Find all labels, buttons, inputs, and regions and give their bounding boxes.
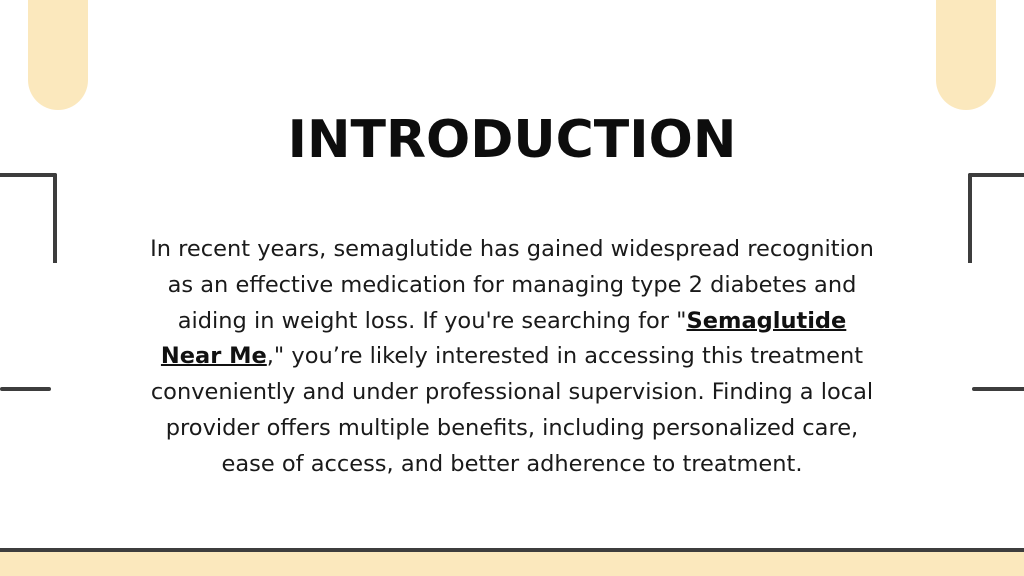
paragraph-text-after-link: ," you’re likely interested in accessing this treatment conveniently and under professional supervision. Finding a local provider offers multiple benefits, including personalized care, ease of access, and better adherence to treatment. <box>150 343 874 477</box>
semaglutide-near-me-link[interactable]: Semaglutide Near Me <box>160 307 847 370</box>
intro-paragraph <box>150 232 874 483</box>
decorative-pillar-left <box>28 0 88 110</box>
decorative-dash-left <box>0 387 51 391</box>
decorative-dash-right <box>972 387 1024 391</box>
decorative-pillar-right <box>936 0 996 110</box>
decorative-bracket-left <box>0 173 57 263</box>
slide-title: INTRODUCTION <box>287 110 737 170</box>
decorative-bracket-right <box>968 173 1024 263</box>
paragraph-text-before-link: In recent years, semaglutide has gained widespread recognition as an effective medication for managing type 2 diabetes and aiding in weight loss. If you're searching for " <box>150 236 874 334</box>
bottom-accent-band <box>0 552 1024 576</box>
